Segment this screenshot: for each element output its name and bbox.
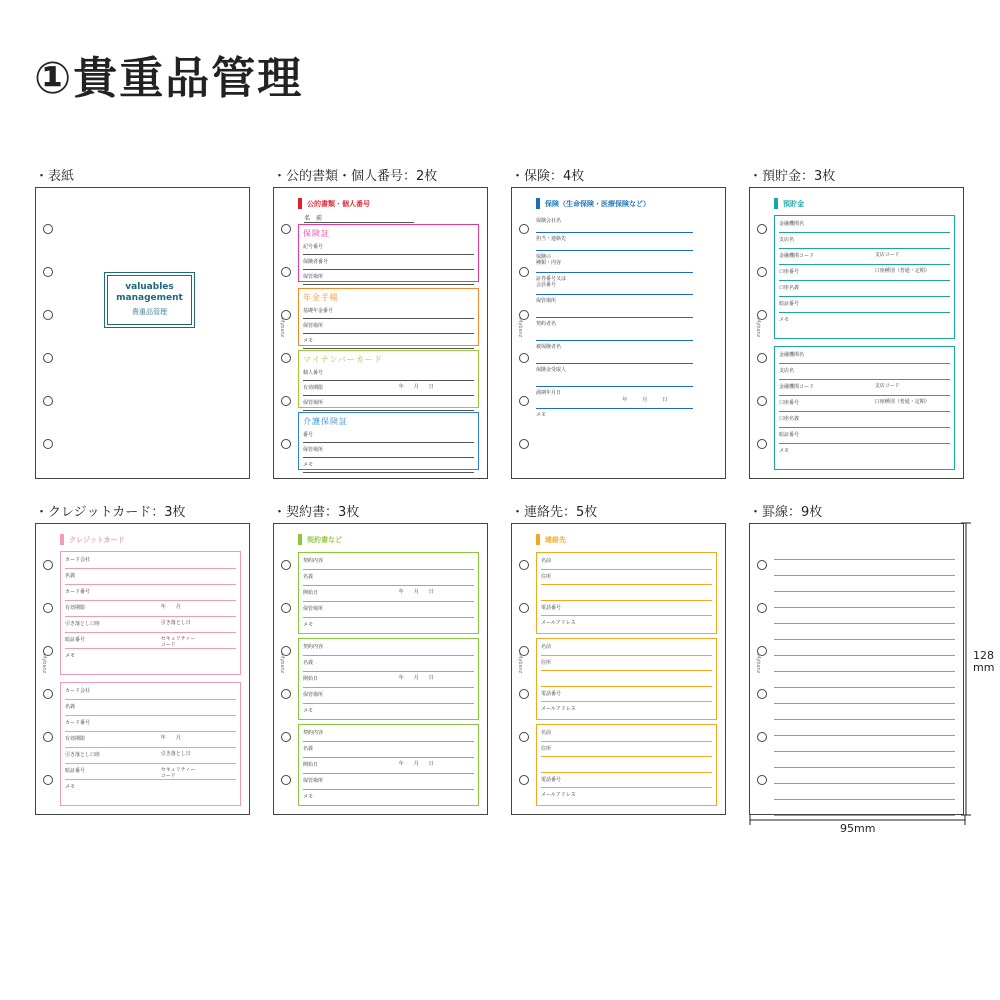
form-row	[536, 341, 693, 364]
form-row	[65, 553, 236, 569]
page-caption: ・公的書類・個人番号：2枚	[273, 169, 438, 184]
field-label: 引き落とし口座	[65, 752, 101, 758]
page-caption: ・預貯金：3枚	[749, 169, 836, 184]
field-label: 暗証番号	[779, 432, 800, 438]
binder-hole-icon	[519, 689, 529, 699]
field-label: 金融機関名	[779, 352, 805, 358]
form-row	[541, 640, 712, 656]
binder-hole-icon	[281, 439, 291, 449]
form-section	[536, 724, 717, 806]
form-row	[303, 570, 474, 586]
field-label: 金融機関名	[779, 221, 805, 227]
ruled-line	[774, 672, 955, 688]
form-section	[60, 682, 241, 806]
cover-label	[104, 272, 195, 328]
sheet-header-title: 連絡先	[545, 535, 566, 544]
sheet-header-title: クレジットカード	[69, 535, 125, 544]
form-row	[303, 554, 474, 570]
field-label: 名義	[65, 573, 76, 579]
form-row	[303, 270, 474, 285]
refill-page	[511, 523, 726, 815]
binder-hole-icon	[281, 689, 291, 699]
form-section	[298, 224, 479, 282]
sheet-header	[774, 198, 804, 209]
field-label: メモ	[303, 794, 314, 800]
form-row	[303, 704, 474, 720]
section-title: 年金手帳	[303, 293, 339, 302]
field-label: 金融機関コード	[779, 384, 815, 390]
binder-hole-icon	[43, 439, 53, 449]
binder-hole-icon	[519, 353, 529, 363]
form-row	[303, 672, 474, 688]
cover-label-inner	[107, 275, 192, 325]
binder-hole-icon	[43, 310, 53, 320]
field-label-secondary: セキュリティー コード	[160, 636, 196, 648]
form-section	[536, 638, 717, 720]
form-row	[779, 265, 950, 281]
field-label-secondary: 年 月 日	[398, 384, 434, 390]
field-label: 名義	[303, 574, 314, 580]
form-row	[65, 700, 236, 716]
field-label-secondary: 引き落とし日	[160, 620, 191, 626]
section-title: マイナンバーカード	[303, 355, 383, 364]
field-label: カード番号	[65, 720, 91, 726]
form-section	[298, 350, 479, 408]
sheet-header	[536, 198, 650, 209]
sheet-header	[298, 198, 370, 209]
form-row	[779, 297, 950, 313]
form-row	[303, 334, 474, 349]
field-label: メモ	[303, 462, 314, 468]
field-label: 契約内容	[303, 644, 324, 650]
form-row	[303, 255, 474, 270]
form-row	[303, 396, 474, 411]
field-label: メモ	[65, 653, 76, 659]
field-label: 保管場所	[303, 778, 324, 784]
field-label: 住所	[541, 745, 552, 752]
refill-page	[511, 187, 726, 479]
binder-hole-icon	[519, 267, 529, 277]
field-label: メールアドレス	[541, 792, 576, 798]
field-label: 保険金受取人	[536, 367, 567, 373]
field-label: 名義	[303, 660, 314, 666]
field-label: 記号番号	[303, 244, 324, 250]
field-label: 口座番号	[779, 400, 800, 406]
brand-logo: Mybanz	[755, 318, 761, 338]
width-dimension-label: 95mm	[840, 822, 876, 835]
binder-hole-icon	[281, 775, 291, 785]
form-row	[536, 273, 693, 295]
brand-logo: Mybanz	[755, 654, 761, 674]
form-row	[65, 780, 236, 796]
form-row	[303, 428, 474, 443]
binder-hole-icon	[43, 560, 53, 570]
binder-hole-icon	[757, 353, 767, 363]
field-label: 名前	[541, 644, 552, 650]
form-row	[541, 757, 712, 773]
page-caption: ・契約書：3枚	[273, 505, 360, 520]
field-label: 口座名義	[779, 416, 800, 422]
field-label: メールアドレス	[541, 706, 576, 712]
field-label: 引き落とし口座	[65, 621, 101, 627]
form-row	[541, 616, 712, 632]
ruled-line	[774, 656, 955, 672]
form-row	[779, 444, 950, 460]
field-label: 口座番号	[779, 269, 800, 275]
field-label: 保管場所	[303, 274, 324, 280]
brand-logo: Mybanz	[517, 318, 523, 338]
page-caption: ・罫線：9枚	[749, 505, 823, 520]
field-label-secondary: 年 月 日	[398, 589, 434, 595]
field-label: メモ	[303, 338, 314, 344]
field-label: 保険会社名	[536, 218, 562, 224]
form-row	[536, 295, 693, 318]
field-label: 有効期限	[65, 736, 86, 742]
name-field: 名 前	[304, 213, 414, 223]
field-label: 個人番号	[303, 370, 324, 376]
ruled-line	[774, 608, 955, 624]
field-label: 証券番号又は 会員番号	[536, 276, 567, 288]
field-label: 保管場所	[303, 447, 324, 453]
form-row	[65, 633, 236, 649]
form-row	[779, 364, 950, 380]
binder-hole-icon	[519, 396, 529, 406]
refill-page	[749, 187, 964, 479]
field-label: 暗証番号	[65, 768, 86, 774]
brand-logo: Mybanz	[279, 318, 285, 338]
field-label: メモ	[779, 448, 790, 454]
form-section	[774, 215, 955, 339]
form-row	[303, 458, 474, 473]
form-row	[541, 742, 712, 758]
header-color-bar	[774, 198, 778, 209]
binder-hole-icon	[43, 775, 53, 785]
refill-page	[273, 187, 488, 479]
refill-page	[35, 523, 250, 815]
ruled-line	[774, 560, 955, 576]
sheet-header-title: 保険（生命保険・医療保険など）	[545, 199, 650, 208]
header-color-bar	[60, 534, 64, 545]
ruled-line	[774, 592, 955, 608]
binder-hole-icon	[281, 224, 291, 234]
form-row	[541, 671, 712, 687]
binder-hole-icon	[757, 560, 767, 570]
sheet-header-title: 預貯金	[783, 199, 804, 208]
form-row	[536, 215, 693, 233]
binder-hole-icon	[757, 732, 767, 742]
field-label: 名義	[303, 746, 314, 752]
binder-hole-icon	[519, 775, 529, 785]
refill-page	[749, 523, 964, 815]
binder-hole-icon	[43, 603, 53, 613]
binder-hole-icon	[757, 439, 767, 449]
field-label: 契約者名	[536, 321, 557, 327]
binder-hole-icon	[43, 267, 53, 277]
page-title: ①貴重品管理	[34, 53, 304, 104]
field-label: 名義	[65, 704, 76, 710]
header-color-bar	[536, 534, 540, 545]
form-row	[541, 702, 712, 718]
brand-logo: Mybanz	[517, 654, 523, 674]
field-label: 支店名	[779, 368, 795, 374]
form-row	[779, 281, 950, 297]
field-label: 電話番号	[541, 690, 562, 697]
field-label: カード会社	[65, 557, 91, 563]
sheet-header	[60, 534, 125, 545]
field-label: 担当・連絡先	[536, 236, 567, 242]
ruled-line	[774, 640, 955, 656]
ruled-line	[774, 544, 955, 560]
ruled-line	[774, 736, 955, 752]
form-row	[303, 304, 474, 319]
binder-hole-icon	[757, 267, 767, 277]
field-label: 金融機関コード	[779, 253, 815, 259]
field-label: 被保険者名	[536, 344, 562, 350]
field-label: メモ	[779, 317, 790, 323]
field-label: 有効期限	[65, 605, 86, 611]
form-row	[65, 585, 236, 601]
field-label: 開始日	[303, 590, 319, 596]
field-label: 保険者番号	[303, 259, 329, 265]
form-section	[774, 346, 955, 470]
field-label-secondary: 年 月 日	[398, 761, 434, 767]
refill-page	[35, 187, 250, 479]
field-label: 電話番号	[541, 604, 562, 611]
binder-hole-icon	[281, 396, 291, 406]
binder-hole-icon	[757, 224, 767, 234]
form-section	[298, 412, 479, 470]
ruled-line	[774, 768, 955, 784]
form-row	[779, 348, 950, 364]
field-label: 電話番号	[541, 776, 562, 783]
field-label: 名前	[541, 558, 552, 564]
form-row	[541, 726, 712, 742]
binder-hole-icon	[519, 439, 529, 449]
form-row	[541, 788, 712, 804]
field-label: 契約内容	[303, 558, 324, 564]
binder-hole-icon	[43, 224, 53, 234]
form-row	[303, 618, 474, 634]
field-label-secondary: 口座種別（普通・定期）	[874, 268, 930, 274]
ruled-line	[774, 576, 955, 592]
ruled-line	[774, 800, 955, 816]
form-row	[65, 569, 236, 585]
field-label-secondary: 支店コード	[874, 383, 900, 389]
section-title: 介護保険証	[303, 417, 348, 426]
form-row	[779, 428, 950, 444]
field-label-secondary: 年 月	[160, 735, 181, 741]
field-label: 住所	[541, 659, 552, 666]
form-row	[536, 318, 693, 341]
insurance-fields	[536, 215, 693, 427]
field-label-secondary: 引き落とし日	[160, 751, 191, 757]
binder-hole-icon	[281, 353, 291, 363]
field-label: 保管場所	[303, 400, 324, 406]
ruled-line	[774, 624, 955, 640]
binder-hole-icon	[43, 353, 53, 363]
field-label: 暗証番号	[65, 637, 86, 643]
field-label: メールアドレス	[541, 620, 576, 626]
cover-title-en: valuables management	[116, 282, 183, 303]
binder-hole-icon	[281, 560, 291, 570]
page-caption: ・保険：4枚	[511, 169, 585, 184]
binder-hole-icon	[281, 603, 291, 613]
ruled-line	[774, 704, 955, 720]
form-row	[65, 617, 236, 633]
form-section	[298, 288, 479, 346]
form-row	[303, 656, 474, 672]
field-label-secondary: 年 月	[160, 604, 181, 610]
field-label: 保管場所	[536, 298, 557, 304]
ruled-line	[774, 720, 955, 736]
field-label-secondary: 年 月 日	[398, 675, 434, 681]
binder-hole-icon	[757, 603, 767, 613]
form-row	[65, 716, 236, 732]
height-dimension-label: 128 mm	[973, 649, 995, 674]
form-row	[779, 233, 950, 249]
form-row	[541, 601, 712, 617]
binder-hole-icon	[281, 267, 291, 277]
page-caption: ・連絡先：5枚	[511, 505, 598, 520]
form-row	[541, 554, 712, 570]
form-row	[303, 240, 474, 255]
header-color-bar	[298, 198, 302, 209]
page-caption: ・表紙	[35, 169, 75, 184]
form-row	[303, 443, 474, 458]
sheet-header-title: 公的書類・個人番号	[307, 199, 370, 208]
form-row	[65, 601, 236, 617]
field-label: 住所	[541, 573, 552, 580]
form-row	[303, 758, 474, 774]
date-label: 年 月 日	[622, 397, 668, 403]
sheet-header	[298, 534, 342, 545]
form-section	[298, 638, 479, 720]
form-row	[303, 640, 474, 656]
field-label: 契約内容	[303, 730, 324, 736]
form-section	[536, 552, 717, 634]
form-row	[65, 748, 236, 764]
field-label: メモ	[303, 622, 314, 628]
form-row	[779, 313, 950, 329]
binder-hole-icon	[43, 689, 53, 699]
form-row	[303, 726, 474, 742]
binder-hole-icon	[757, 396, 767, 406]
section-title: 保険証	[303, 229, 330, 238]
form-row	[541, 570, 712, 586]
form-row	[303, 688, 474, 704]
form-row	[303, 602, 474, 618]
binder-hole-icon	[519, 603, 529, 613]
form-row	[303, 319, 474, 334]
field-label: 保管場所	[303, 606, 324, 612]
form-row	[779, 380, 950, 396]
form-row	[536, 233, 693, 251]
sheet-header	[536, 534, 566, 545]
field-label: カード会社	[65, 688, 91, 694]
form-row	[536, 387, 693, 409]
form-row	[779, 217, 950, 233]
form-section	[298, 724, 479, 806]
field-label: カード番号	[65, 589, 91, 595]
field-label: 有効期限	[303, 385, 324, 391]
binder-hole-icon	[757, 775, 767, 785]
form-row	[303, 366, 474, 381]
field-label: 保管場所	[303, 323, 324, 329]
field-label: 口座名義	[779, 285, 800, 291]
binder-hole-icon	[519, 224, 529, 234]
form-row	[65, 649, 236, 665]
field-label: 名前	[541, 730, 552, 736]
form-row	[536, 364, 693, 387]
page-caption: ・クレジットカード：3枚	[35, 505, 186, 520]
form-row	[779, 396, 950, 412]
form-row	[779, 412, 950, 428]
form-row	[65, 764, 236, 780]
field-label-secondary: セキュリティー コード	[160, 767, 196, 779]
ruled-line	[774, 688, 955, 704]
binder-hole-icon	[43, 732, 53, 742]
form-row	[541, 585, 712, 601]
field-label: メモ	[303, 708, 314, 714]
field-label: 満期年月日	[536, 390, 562, 396]
form-row	[303, 742, 474, 758]
form-row	[541, 656, 712, 672]
form-row	[303, 381, 474, 396]
field-label: 開始日	[303, 762, 319, 768]
cover-title-jp: 貴重品管理	[132, 308, 167, 316]
header-color-bar	[298, 534, 302, 545]
field-label-secondary: 口座種別（普通・定期）	[874, 399, 930, 405]
form-section	[60, 551, 241, 675]
field-label-secondary: 支店コード	[874, 252, 900, 258]
form-row	[536, 409, 693, 427]
field-label: 基礎年金番号	[303, 308, 334, 314]
field-label: 支店名	[779, 237, 795, 243]
form-row	[779, 249, 950, 265]
brand-logo: Mybanz	[279, 654, 285, 674]
field-label: 保管場所	[303, 692, 324, 698]
field-label: 番号	[303, 432, 314, 438]
field-label: 暗証番号	[779, 301, 800, 307]
ruled-line	[774, 752, 955, 768]
binder-hole-icon	[757, 689, 767, 699]
binder-hole-icon	[519, 560, 529, 570]
binder-hole-icon	[281, 732, 291, 742]
form-row	[303, 790, 474, 806]
binder-hole-icon	[519, 732, 529, 742]
brand-logo: Mybanz	[41, 654, 47, 674]
form-section	[298, 552, 479, 634]
field-label: 保険の 種類・内容	[536, 254, 562, 266]
form-row	[65, 732, 236, 748]
form-row	[303, 586, 474, 602]
form-row	[65, 684, 236, 700]
field-label: メモ	[65, 784, 76, 790]
field-label: メモ	[536, 412, 547, 418]
field-label: 開始日	[303, 676, 319, 682]
sheet-header-title: 契約書など	[307, 535, 342, 544]
ruled-lines	[774, 544, 955, 816]
form-row	[536, 251, 693, 273]
form-row	[541, 687, 712, 703]
ruled-line	[774, 784, 955, 800]
header-color-bar	[536, 198, 540, 209]
binder-hole-icon	[43, 396, 53, 406]
form-row	[303, 774, 474, 790]
refill-page	[273, 523, 488, 815]
form-row	[541, 773, 712, 789]
